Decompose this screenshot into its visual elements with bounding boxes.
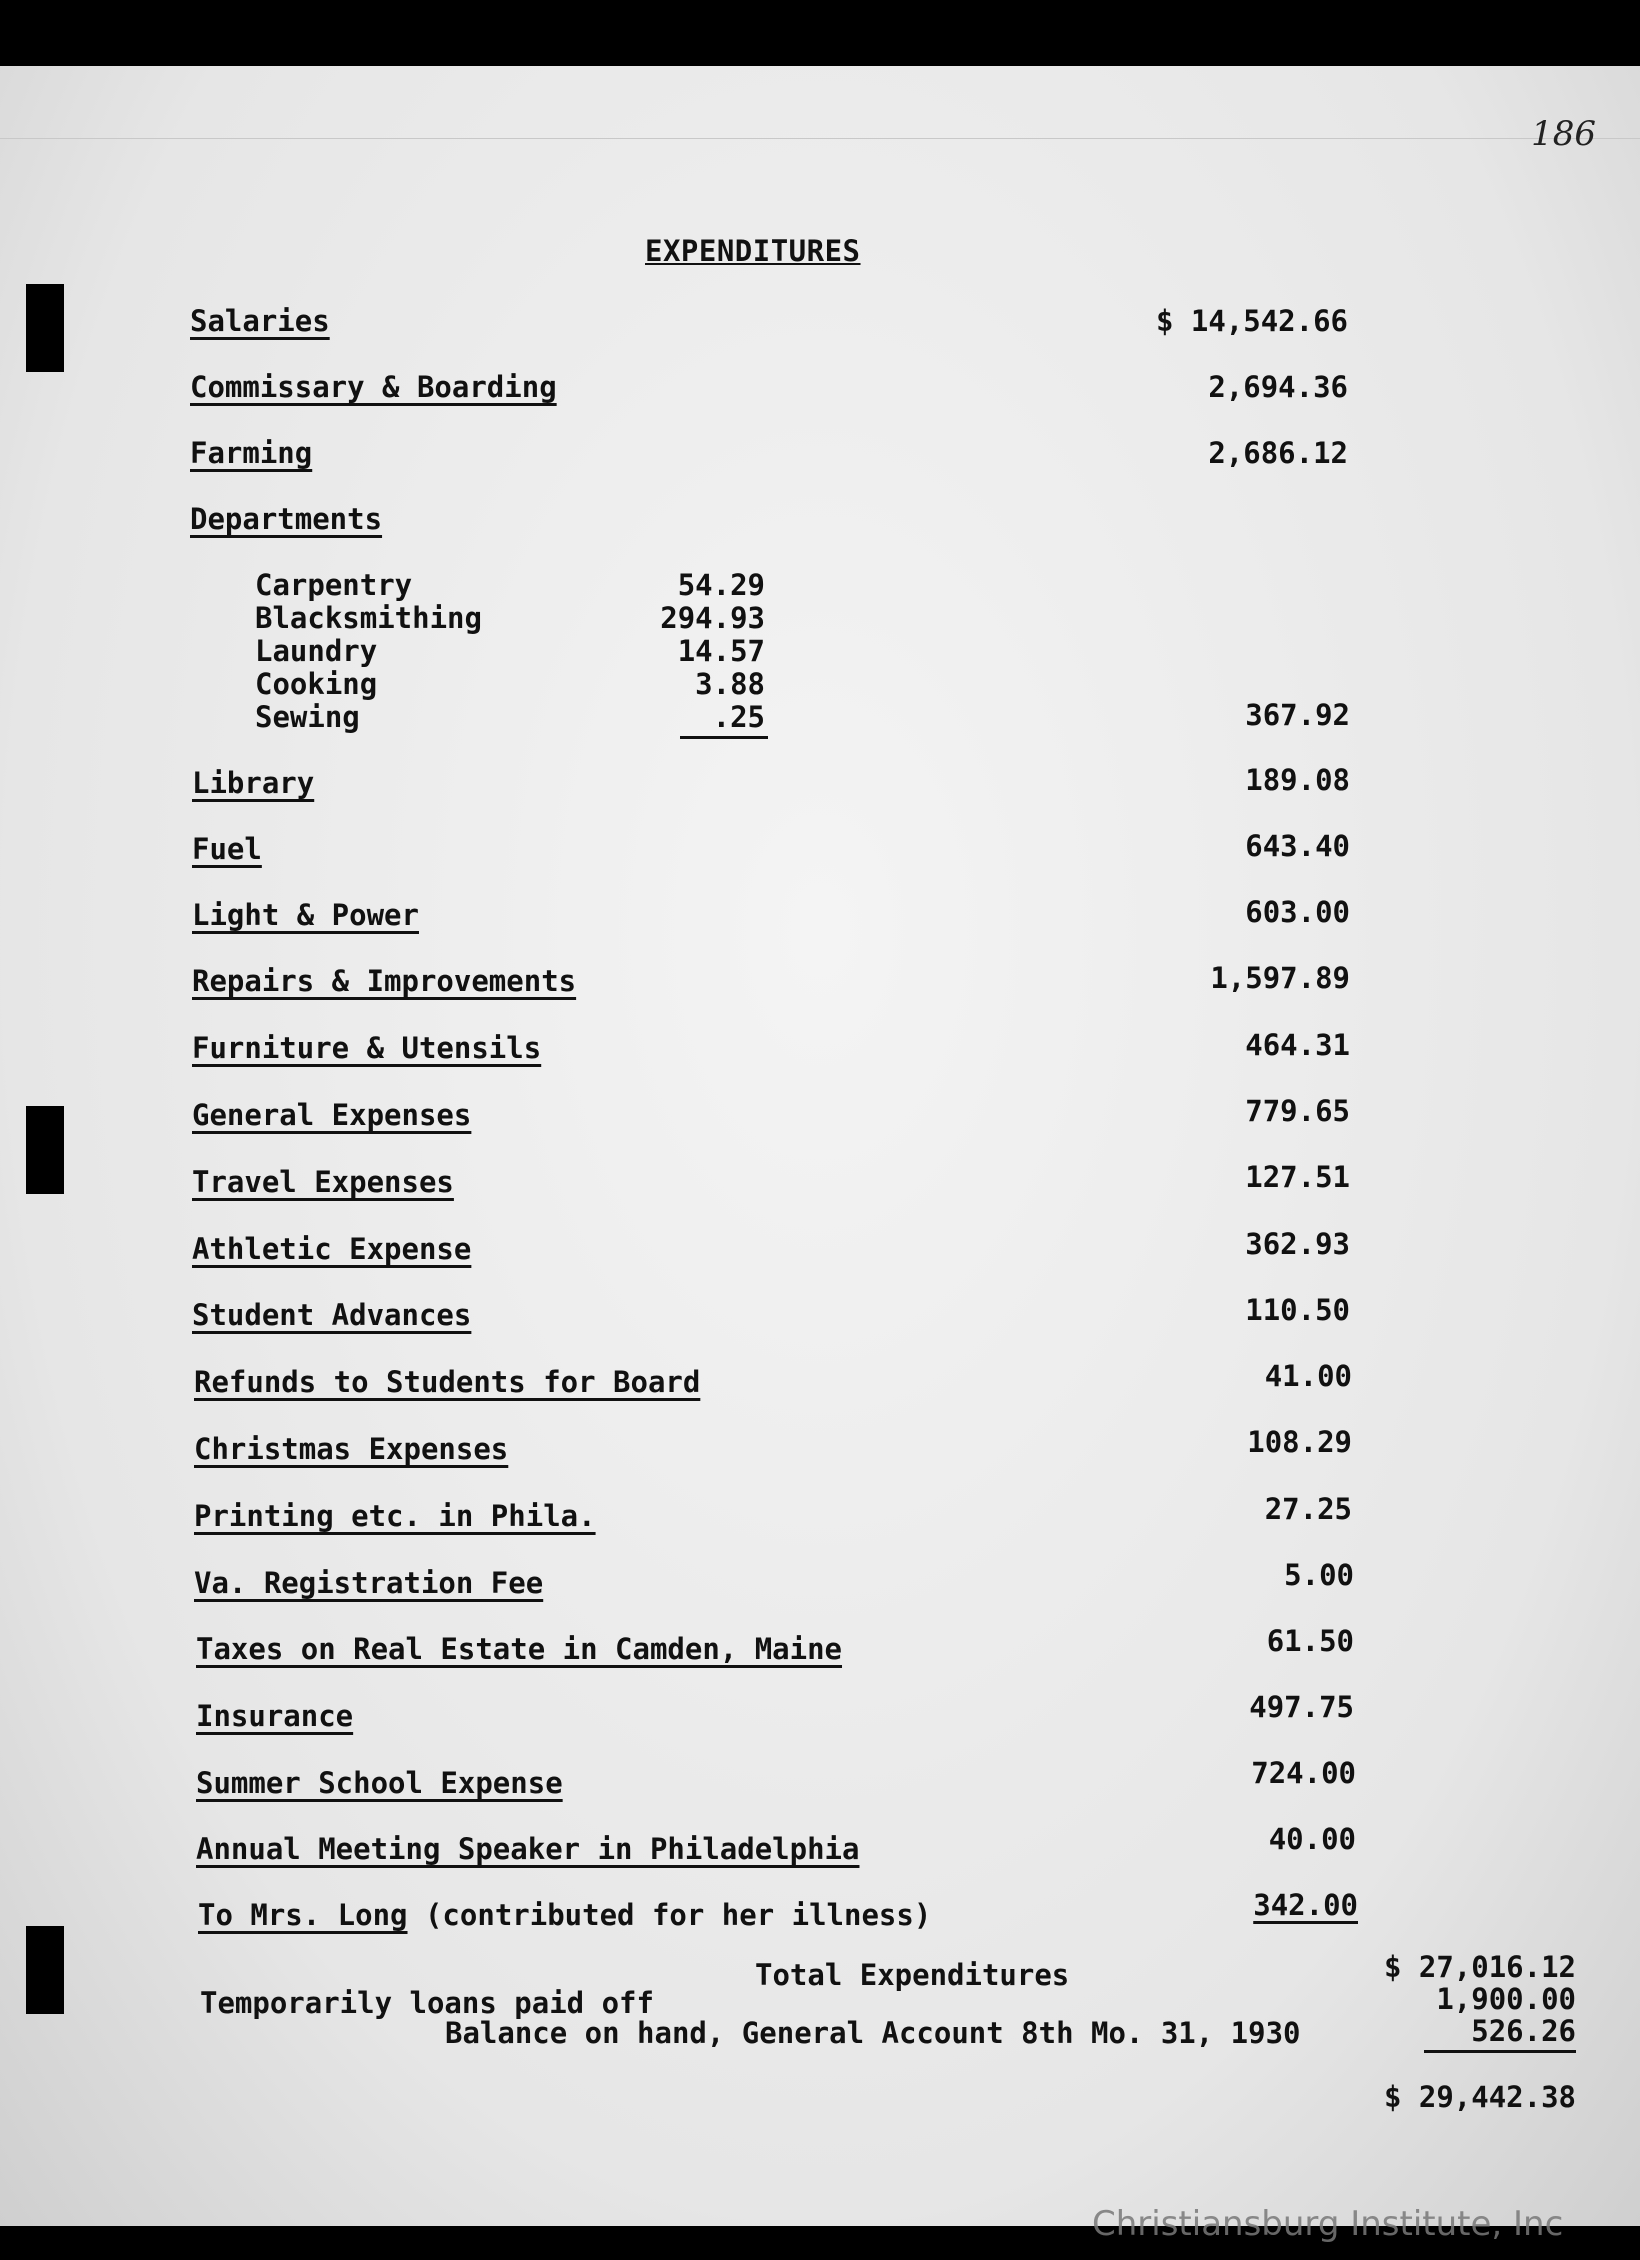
item-amount-farming: 2,686.12	[1208, 436, 1348, 470]
item-label: Printing etc. in Phila.	[194, 1499, 596, 1533]
departments-total: 367.92	[1245, 698, 1350, 732]
item-label-mrs-long-name: To Mrs. Long	[198, 1898, 408, 1932]
subtotal-rule	[680, 736, 768, 739]
loans-label: Temporarily loans paid off	[200, 1986, 654, 2020]
item-label: Travel Expenses	[192, 1165, 454, 1199]
dept-label: Cooking	[255, 667, 378, 701]
dept-amount: .25	[712, 700, 765, 734]
balance-amount: 526.26	[1471, 2014, 1576, 2048]
item-label-departments: Departments	[190, 502, 383, 536]
item-amount: 27.25	[1264, 1492, 1352, 1526]
item-label-commissary: Commissary & Boarding	[190, 370, 557, 404]
dept-label: Sewing	[255, 700, 360, 734]
balance-label: Balance on hand, General Account 8th Mo. 31, 1930	[445, 2016, 1301, 2050]
item-label: Library	[192, 766, 315, 800]
item-label: Insurance	[196, 1699, 354, 1733]
item-amount: 61.50	[1266, 1624, 1354, 1658]
item-label: Furniture & Utensils	[192, 1031, 542, 1065]
item-label: Athletic Expense	[192, 1232, 472, 1266]
item-label-mrs-long-note: (contributed for her illness)	[407, 1898, 932, 1932]
item-amount: 189.08	[1245, 763, 1350, 797]
document-page	[0, 66, 1640, 2244]
item-label: Student Advances	[192, 1298, 472, 1332]
item-amount: 779.65	[1245, 1094, 1350, 1128]
item-label: General Expenses	[192, 1098, 472, 1132]
item-amount: 127.51	[1245, 1160, 1350, 1194]
page-title: EXPENDITURES	[645, 234, 861, 268]
dept-amount: 3.88	[695, 667, 765, 701]
item-label: Taxes on Real Estate in Camden, Maine	[196, 1632, 843, 1666]
dept-amount: 14.57	[677, 634, 765, 668]
page-number: 186	[1531, 114, 1596, 154]
dept-label: Laundry	[255, 634, 378, 668]
top-rule	[0, 138, 1640, 139]
margin-tab-mark	[26, 1106, 64, 1194]
item-amount-salaries: $ 14,542.66	[1155, 304, 1348, 338]
item-amount: 1,597.89	[1210, 961, 1350, 995]
item-amount: 110.50	[1245, 1293, 1350, 1327]
item-label: Christmas Expenses	[194, 1432, 509, 1466]
total-expenditures-label: Total Expenditures	[755, 1958, 1070, 1992]
item-amount: 108.29	[1247, 1425, 1352, 1459]
item-label: Annual Meeting Speaker in Philadelphia	[196, 1832, 860, 1866]
item-label: Light & Power	[192, 898, 419, 932]
item-amount: 497.75	[1249, 1690, 1354, 1724]
item-amount: 603.00	[1245, 895, 1350, 929]
loans-amount: 1,900.00	[1436, 1982, 1576, 2016]
item-label: Repairs & Improvements	[192, 964, 577, 998]
watermark: Christiansburg Institute, Inc	[1092, 2204, 1564, 2244]
item-amount-commissary: 2,694.36	[1208, 370, 1348, 404]
dept-label: Blacksmithing	[255, 601, 482, 635]
item-label-salaries: Salaries	[190, 304, 330, 338]
item-amount: 5.00	[1284, 1558, 1354, 1592]
margin-tab-mark	[26, 284, 64, 372]
item-label: Fuel	[192, 832, 262, 866]
item-label: Va. Registration Fee	[194, 1566, 544, 1600]
item-amount-mrs-long: 342.00	[1253, 1888, 1358, 1922]
item-amount: 362.93	[1245, 1227, 1350, 1261]
dept-amount: 54.29	[677, 568, 765, 602]
total-rule	[1424, 2050, 1576, 2053]
item-label-farming: Farming	[190, 436, 313, 470]
dept-label: Carpentry	[255, 568, 413, 602]
dept-amount: 294.93	[660, 601, 765, 635]
item-label: Summer School Expense	[196, 1766, 563, 1800]
item-label: Refunds to Students for Board	[194, 1365, 701, 1399]
item-amount: 724.00	[1251, 1756, 1356, 1790]
margin-tab-mark	[26, 1926, 64, 2014]
item-amount: 643.40	[1245, 829, 1350, 863]
item-amount: 40.00	[1268, 1822, 1356, 1856]
item-amount: 41.00	[1264, 1359, 1352, 1393]
item-amount: 464.31	[1245, 1028, 1350, 1062]
total-expenditures-amount: $ 27,016.12	[1383, 1950, 1576, 1984]
grand-total: $ 29,442.38	[1383, 2080, 1576, 2114]
item-label-mrs-long	[198, 1898, 931, 1932]
